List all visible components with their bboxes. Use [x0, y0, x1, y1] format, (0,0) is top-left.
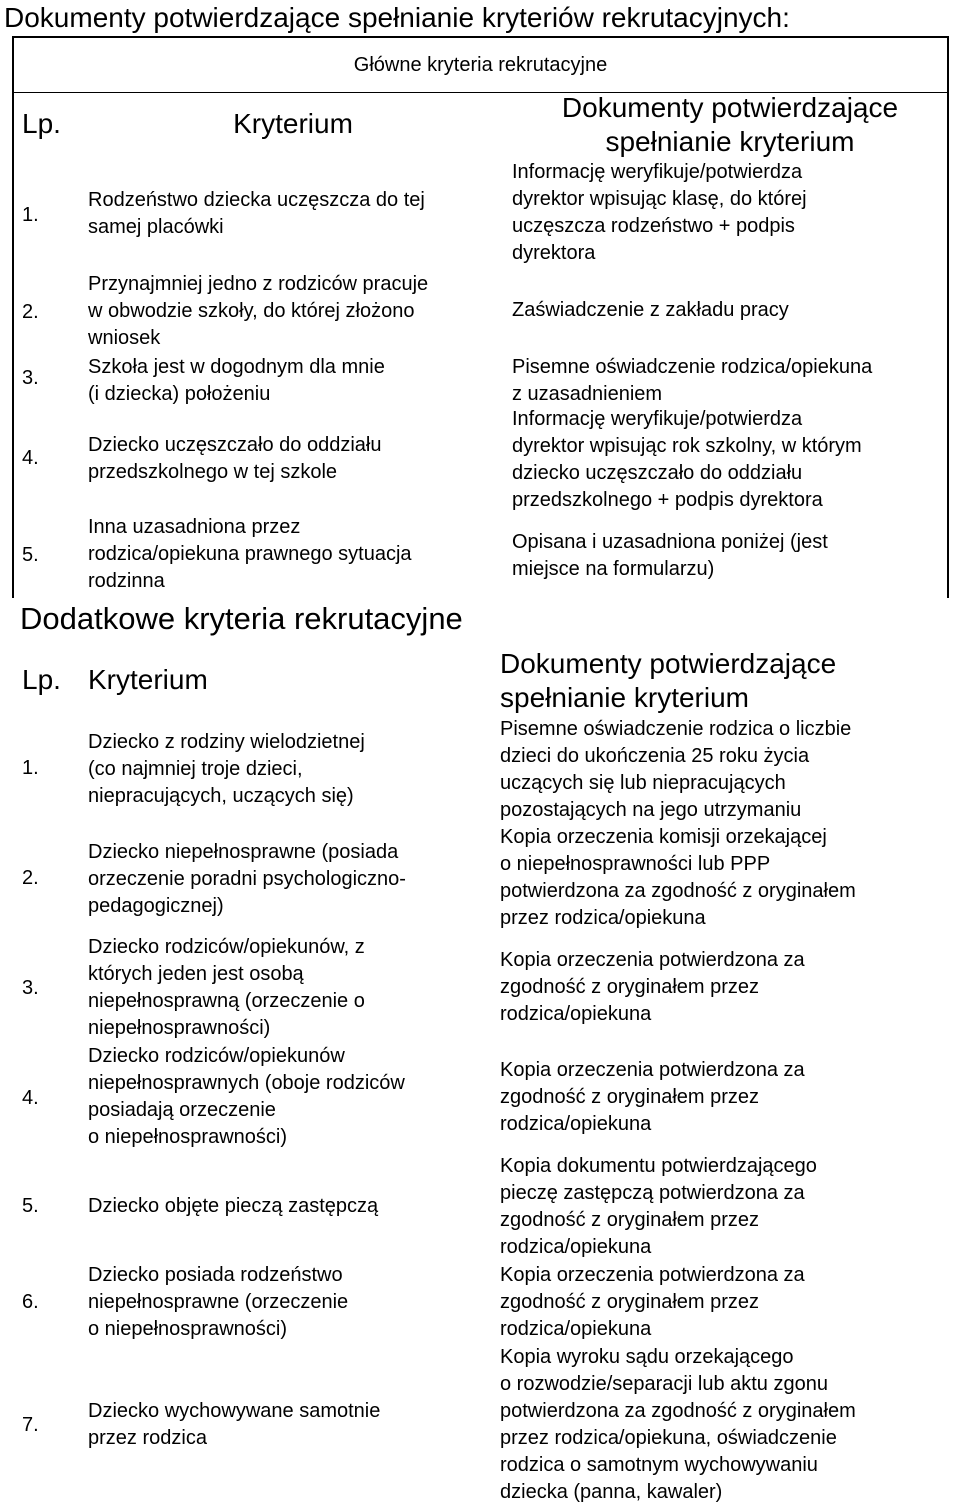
- additional-row-7-lp: 7.: [22, 1413, 39, 1436]
- main-row-2-criterion: Przynajmniej jedno z rodziców pracuje w obwodzie szkoły, do której złożono wniosek: [88, 272, 429, 349]
- main-row-1-documents: Informację weryfikuje/potwierdza dyrektor wpisując klasę, do której uczęszcza rodzeństwo + podpis dyrektora: [512, 161, 807, 264]
- additional-row-4-criterion: Dziecko rodziców/opiekunów niepełnosprawnych (oboje rodziców posiadają orzeczenie o niepełnosprawności): [88, 1045, 405, 1148]
- additional-header-documents: Dokumenty potwierdzające spełnianie kryterium: [500, 648, 837, 713]
- additional-row-2-documents: Kopia orzeczenia komisji orzekającej o niepełnosprawności lub PPP potwierdzona za zgodność z oryginałem przez rodzica/opiekuna: [500, 826, 856, 929]
- additional-row-4-lp: 4.: [22, 1086, 39, 1109]
- main-row-1-lp: 1.: [22, 203, 39, 226]
- table-border-left: [12, 36, 14, 598]
- main-header-lp: Lp.: [22, 108, 61, 139]
- additional-row-4-documents: Kopia orzeczenia potwierdzona za zgodność z oryginałem przez rodzica/opiekuna: [500, 1058, 805, 1135]
- additional-row-5-documents: Kopia dokumentu potwierdzającego pieczę zastępczą potwierdzona za zgodność z oryginałem przez rodzica/opiekuna: [500, 1155, 817, 1258]
- additional-row-7-criterion: Dziecko wychowywane samotnie przez rodzica: [88, 1400, 381, 1449]
- main-row-2-lp: 2.: [22, 300, 39, 323]
- additional-header-criterion: Kryterium: [88, 664, 208, 695]
- page-title: Dokumenty potwierdzające spełnianie kryteriów rekrutacyjnych:: [4, 2, 790, 33]
- additional-row-3-lp: 3.: [22, 976, 39, 999]
- additional-row-1-documents: Pisemne oświadczenie rodzica o liczbie dzieci do ukończenia 25 roku życia uczących się lub niepracujących pozostających na jego utrzymaniu: [500, 718, 852, 821]
- main-row-4-criterion: Dziecko uczęszczało do oddziału przedszkolnego w tej szkole: [88, 434, 382, 483]
- additional-row-5-lp: 5.: [22, 1194, 39, 1217]
- main-row-1-criterion: Rodzeństwo dziecka uczęszcza do tej samej placówki: [88, 189, 425, 238]
- additional-row-6-documents: Kopia orzeczenia potwierdzona za zgodność z oryginałem przez rodzica/opiekuna: [500, 1263, 805, 1340]
- additional-row-3-documents: Kopia orzeczenia potwierdzona za zgodność z oryginałem przez rodzica/opiekuna: [500, 948, 805, 1025]
- additional-row-1-lp: 1.: [22, 756, 39, 779]
- additional-section-title: Dodatkowe kryteria rekrutacyjne: [20, 601, 463, 636]
- main-row-3-documents: Pisemne oświadczenie rodzica/opiekuna z uzasadnieniem: [512, 356, 873, 405]
- main-row-3-criterion: Szkoła jest w dogodnym dla mnie (i dziecka) położeniu: [88, 356, 385, 405]
- main-row-5-criterion: Inna uzasadniona przez rodzica/opiekuna prawnego sytuacja rodzinna: [88, 515, 412, 592]
- additional-row-3-criterion: Dziecko rodziców/opiekunów, z których jeden jest osobą niepełnosprawną (orzeczenie o niepełnosprawności): [88, 936, 365, 1039]
- main-row-2-documents: Zaświadczenie z zakładu pracy: [512, 298, 789, 321]
- main-row-4-lp: 4.: [22, 446, 39, 469]
- main-row-5-documents: Opisana i uzasadniona poniżej (jest miejsce na formularzu): [512, 531, 828, 580]
- additional-row-2-lp: 2.: [22, 866, 39, 889]
- main-header-documents: Dokumenty potwierdzające spełnianie kryterium: [561, 92, 899, 157]
- additional-row-6-lp: 6.: [22, 1290, 39, 1313]
- main-row-3-lp: 3.: [22, 366, 39, 389]
- additional-header-lp: Lp.: [22, 664, 61, 695]
- main-section-title: Główne kryteria rekrutacyjne: [353, 53, 608, 76]
- additional-row-2-criterion: Dziecko niepełnosprawne (posiada orzeczenie poradni psychologiczno- pedagogicznej): [88, 840, 406, 917]
- additional-row-1-criterion: Dziecko z rodziny wielodzietnej (co najmniej troje dzieci, niepracujących, uczących się): [88, 730, 365, 807]
- main-row-5-lp: 5.: [22, 543, 39, 566]
- additional-row-5-criterion: Dziecko objęte pieczą zastępczą: [88, 1194, 379, 1217]
- main-row-4-documents: Informację weryfikuje/potwierdza dyrektor wpisując rok szkolny, w którym dziecko uczęszczało do oddziału przedszkolnego + podpis dyrektora: [512, 408, 862, 511]
- additional-row-7-documents: Kopia wyroku sądu orzekającego o rozwodzie/separacji lub aktu zgonu potwierdzona za zgodność z oryginałem przez rodzica/opiekuna, oświadczenie rodzica o samotnym wychowywaniu dziecka (panna, kawaler): [500, 1346, 856, 1503]
- additional-row-6-criterion: Dziecko posiada rodzeństwo niepełnosprawne (orzeczenie o niepełnosprawności): [88, 1263, 349, 1340]
- main-header-criterion: Kryterium: [233, 108, 353, 139]
